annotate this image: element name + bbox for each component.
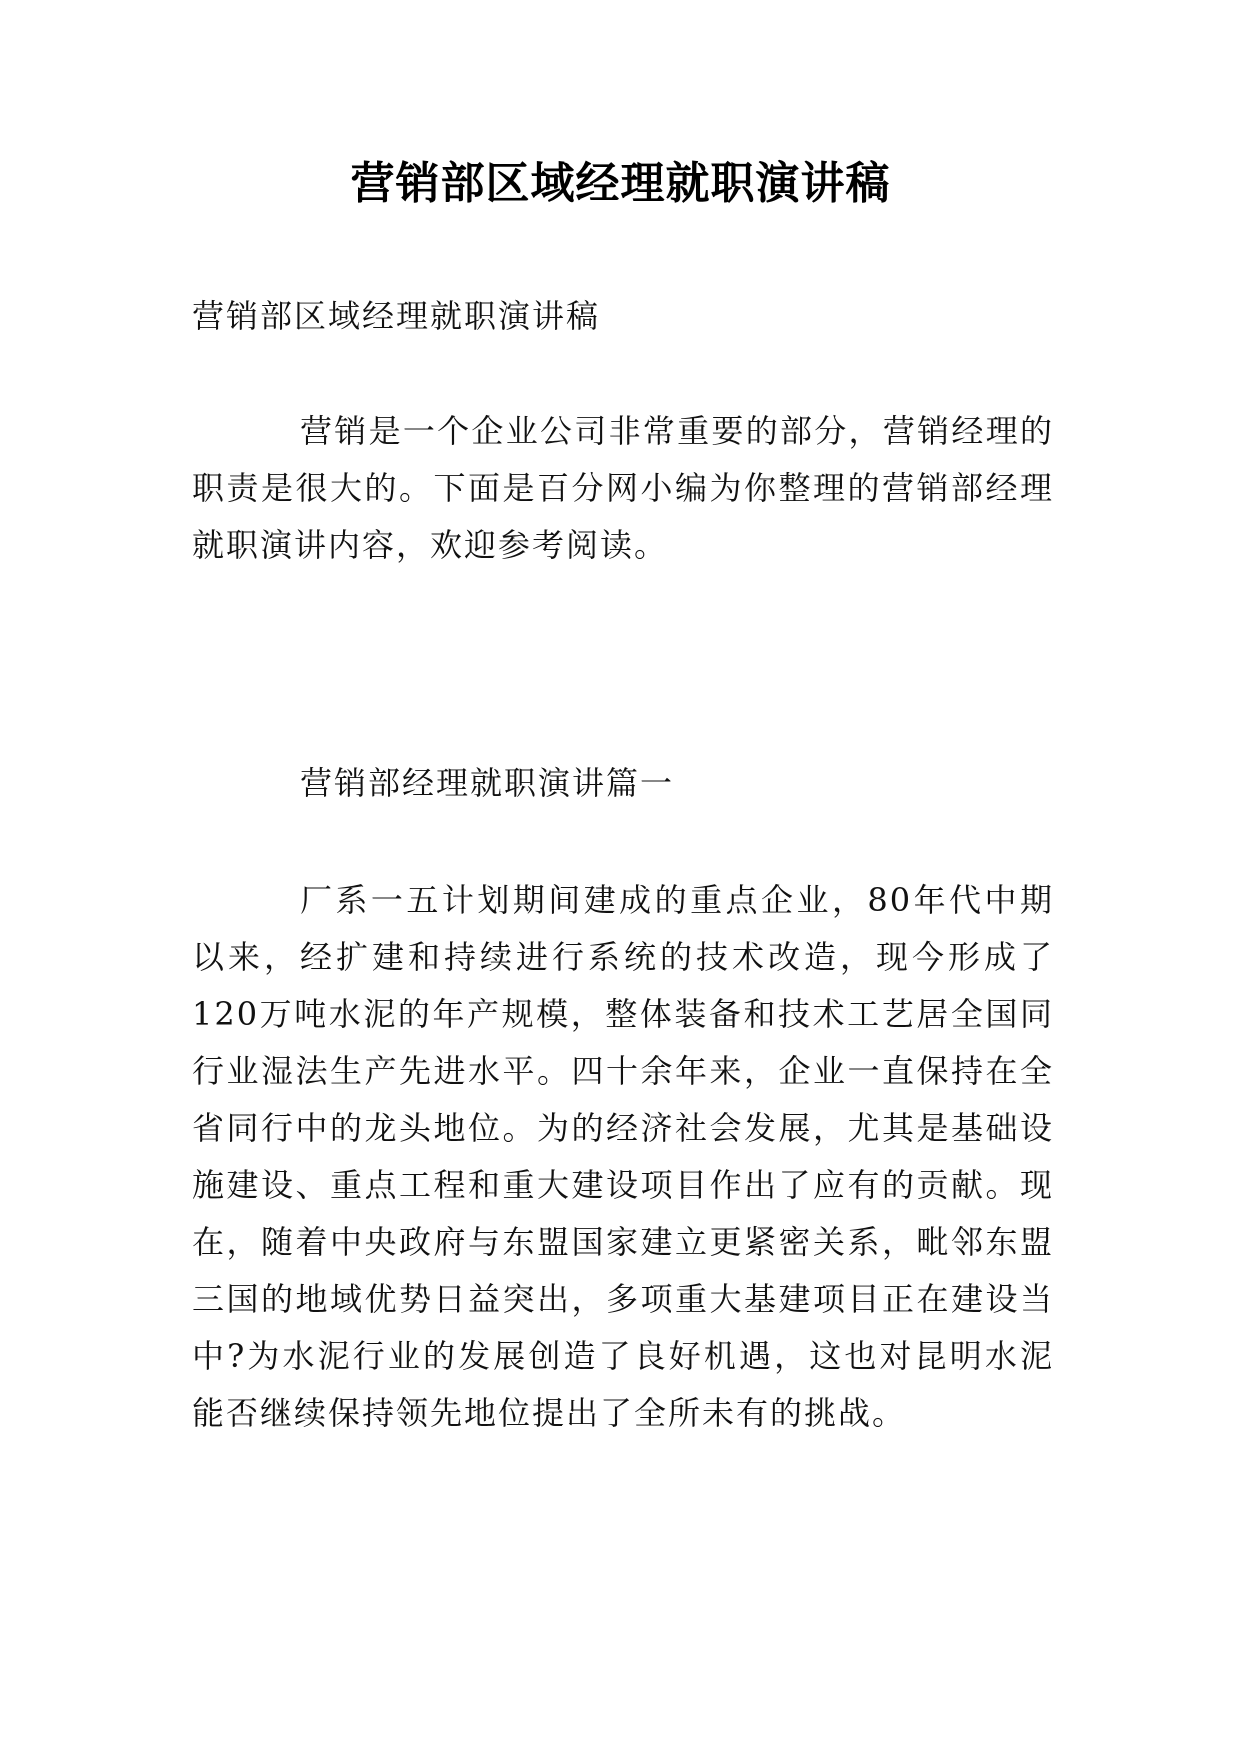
document-title: 营销部区域经理就职演讲稿 [350, 158, 891, 209]
section-heading: 营销部经理就职演讲篇一 [300, 764, 675, 802]
body-paragraph: 厂系一五计划期间建成的重点企业，80年代中期以来，经扩建和持续进行系统的技术改造，现今形成了120万吨水泥的年产规模，整体装备和技术工艺居全国同行业湿法生产先进水平。四十余年来，企业一直保持在全省同行中的龙头地位。为的经济社会发展，尤其是基础设施建设、重点工程和重大建设项目作出了应有的贡献。现在，随着中央政府与东盟国家建立更紧密关系，毗邻东盟三国的地域优势日益突出，多项重大基建项目正在建设当中?为水泥行业的发展创造了良好机遇，这也对昆明水泥能否继续保持领先地位提出了全所未有的挑战。 [192, 881, 1054, 1432]
intro-paragraph: 营销是一个企业公司非常重要的部分，营销经理的职责是很大的。下面是百分网小编为你整理的营销部经理就职演讲内容，欢迎参考阅读。 [192, 412, 1054, 564]
document-subtitle: 营销部区域经理就职演讲稿 [192, 297, 601, 335]
